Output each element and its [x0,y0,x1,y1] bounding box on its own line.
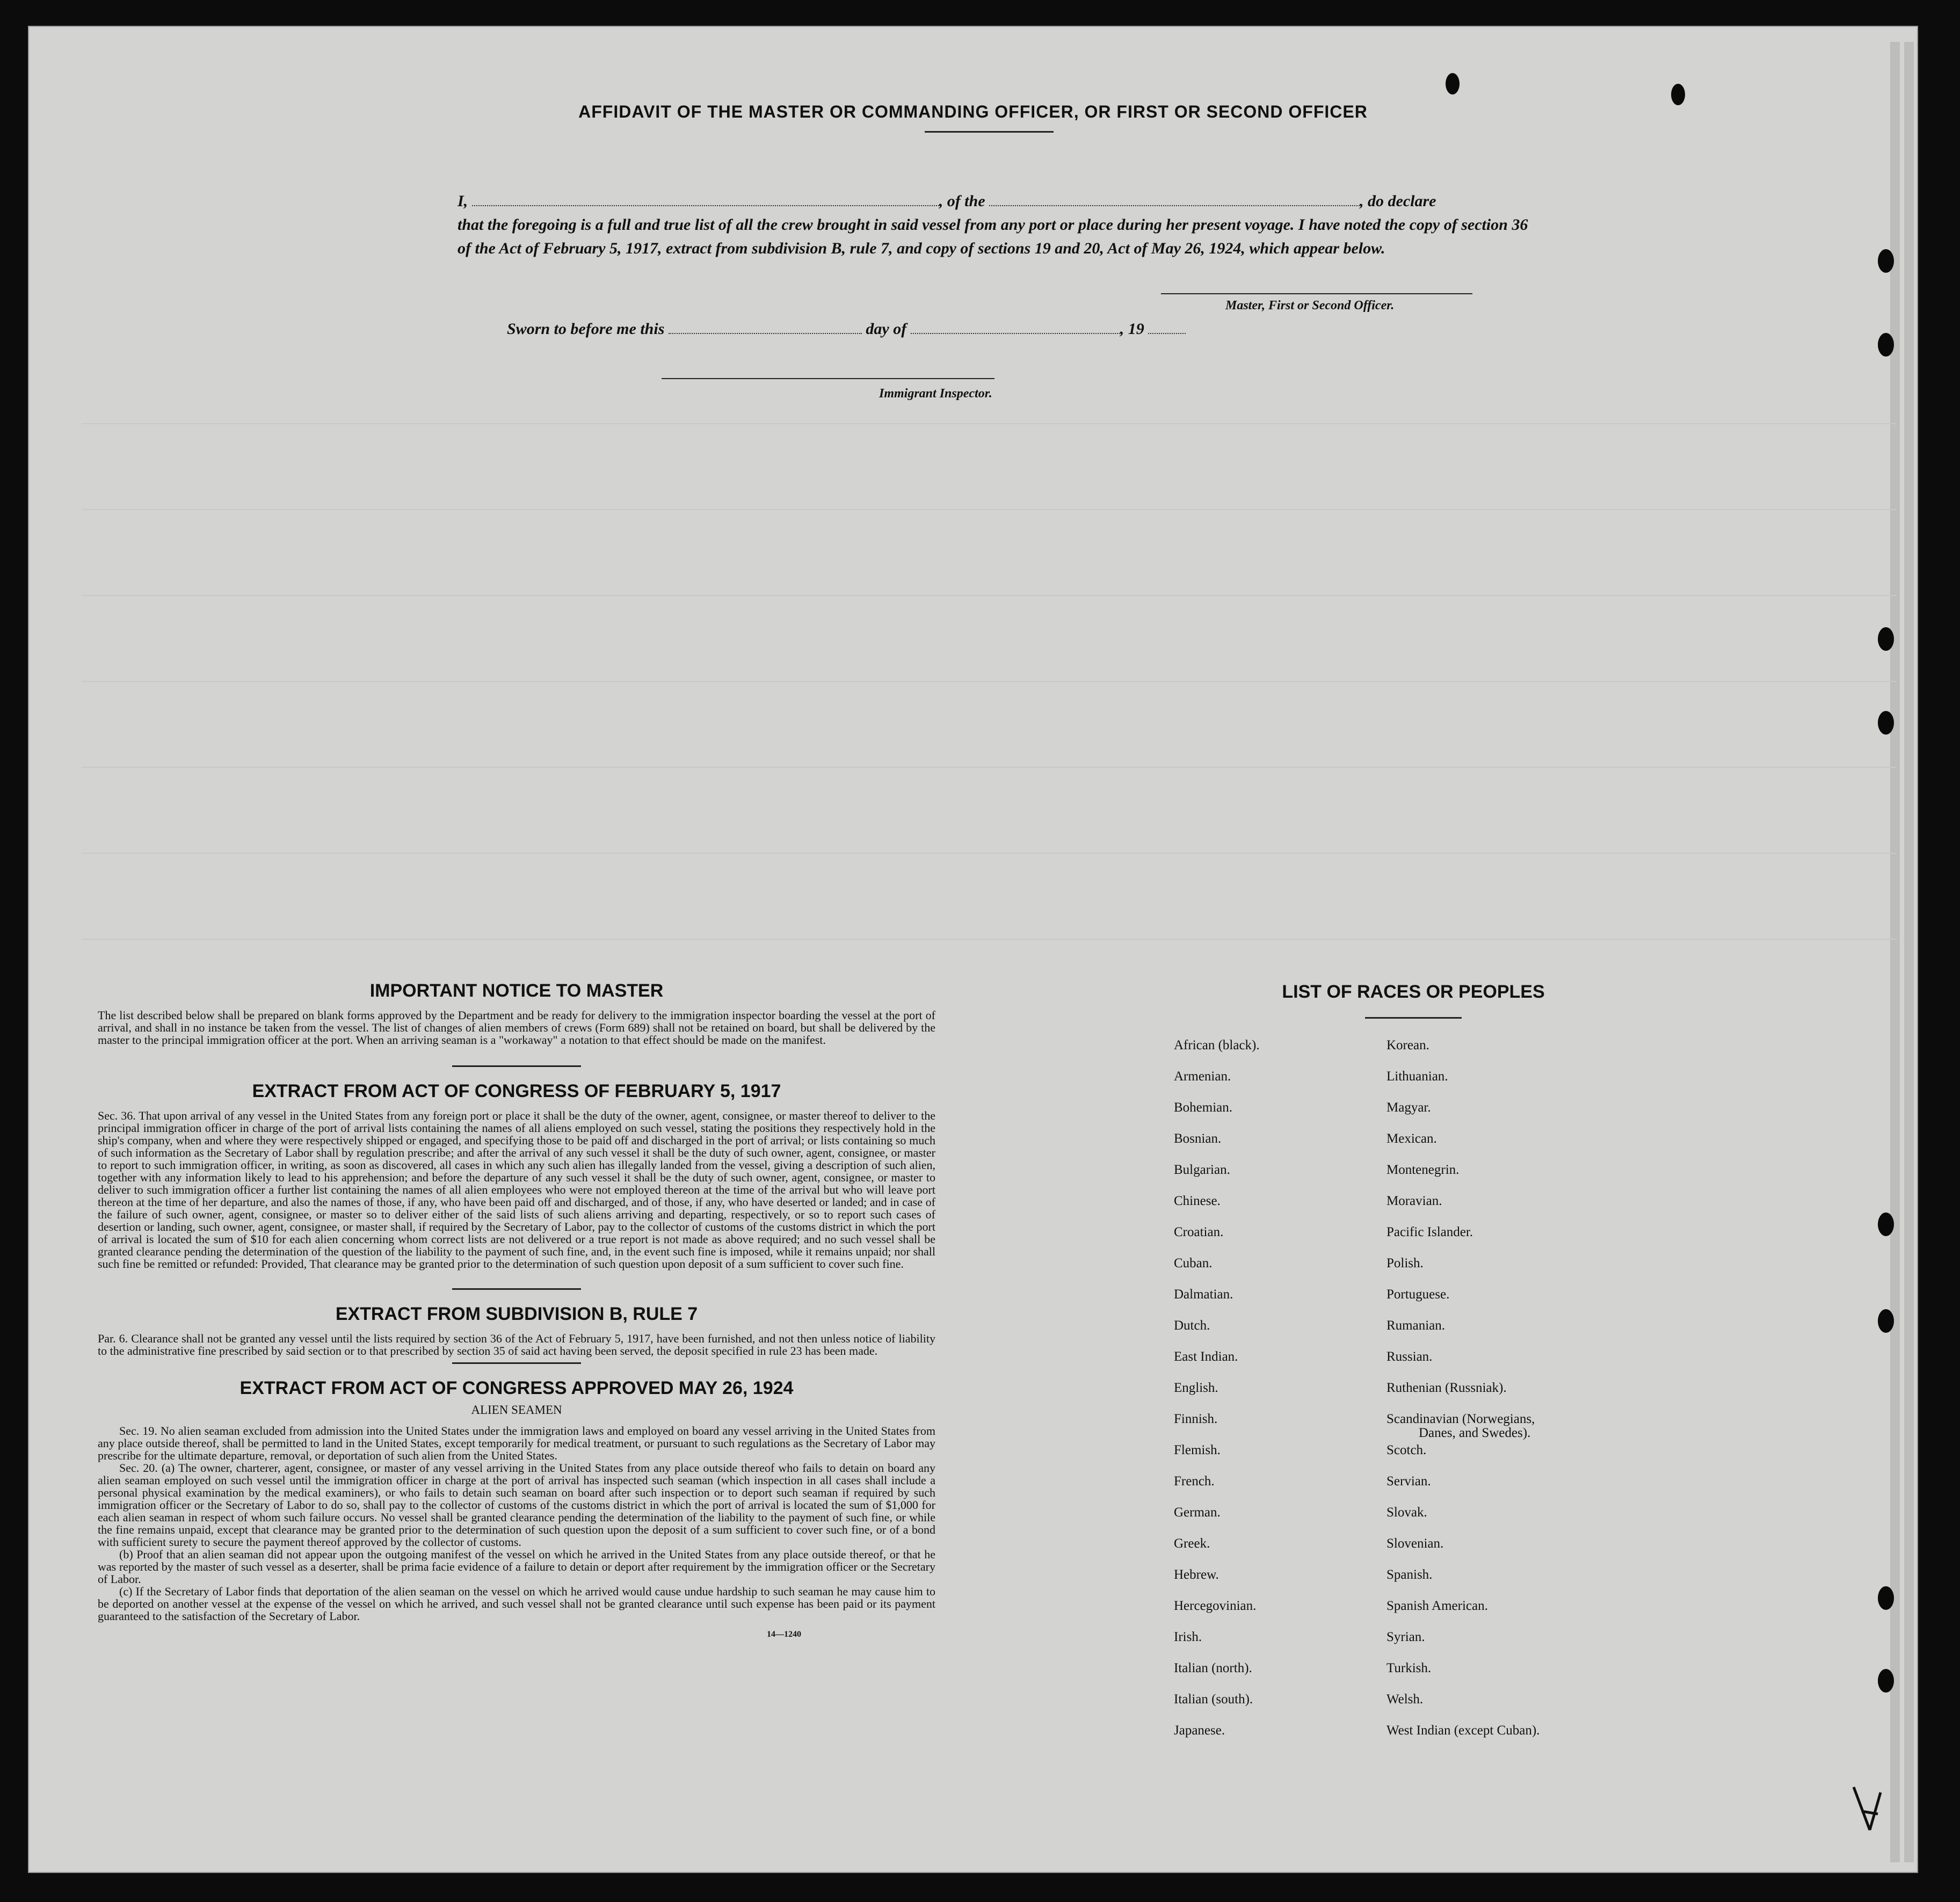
race-item: Ruthenian (Russniak). [1386,1381,1507,1395]
notice-body: The list described below shall be prepared on blank forms approved by the Department and be ready for delivery to the immigration inspector boarding the vessel at the port of arrival, and shall in no instance be taken from the vessel. The list of changes of alien members of crews (Form 689) shall not be retained on board, but shall be delivered by the master to the principal immigration officer at the port. When an arriving seaman is a "workaway" a notation to that effect should be made on the manifest. [98,1008,935,1047]
race-item: Japanese. [1174,1723,1225,1738]
race-item: Hercegovinian. [1174,1599,1257,1613]
inspector-label: Immigrant Inspector. [879,387,992,401]
notices-column [98,981,935,1639]
master-signature-line[interactable] [1161,293,1472,294]
sec19-text: Sec. 19. No alien seaman excluded from admission into the United States under the immigration laws and employed on board any vessel arriving in the United States from any place outside thereof, shall be permitted to land in the United States, except temporarily for medical treatment, or pursuant to such regulations as the Secretary of Labor may prescribe for the ultimate departure, removal, or deportation of such alien from the United States. [98,1424,935,1462]
race-item-continuation: Danes, and Swedes). [1419,1426,1531,1440]
declaration-do-declare: , do declare [1360,192,1436,210]
race-item: French. [1174,1474,1215,1489]
page-edge [1890,42,1900,1862]
form-page [28,26,1918,1873]
race-item: Bulgarian. [1174,1163,1230,1177]
race-item: Mexican. [1386,1131,1437,1146]
binder-hole [1878,1669,1894,1693]
race-item: Rumanian. [1386,1318,1446,1333]
race-item: Scotch. [1386,1443,1427,1457]
race-item: Bosnian. [1174,1131,1222,1146]
divider [452,1065,581,1067]
race-item: Montenegrin. [1386,1163,1460,1177]
vessel-blank[interactable] [989,203,1360,206]
race-item: Turkish. [1386,1661,1432,1675]
race-item: Finnish. [1174,1412,1218,1426]
race-item: English. [1174,1381,1218,1395]
race-item: Moravian. [1386,1194,1442,1208]
race-item: Spanish American. [1386,1599,1488,1613]
title-underline [925,131,1054,133]
race-item: West Indian (except Cuban). [1386,1723,1540,1738]
inspector-signature-line[interactable] [662,378,994,379]
binder-hole [1878,249,1894,273]
sworn-prefix: Sworn to before me this [507,320,665,338]
declaration-of-the: , of the [939,192,985,210]
extract-1924-title: EXTRACT FROM ACT OF CONGRESS APPROVED MAY 26, 1924 [239,1378,794,1398]
races-title-underline [1365,1017,1462,1019]
binder-hole [1878,1309,1894,1333]
race-item: Syrian. [1386,1630,1425,1644]
races-title: LIST OF RACES OR PEOPLES [1282,982,1545,1002]
race-item: Spanish. [1386,1567,1433,1582]
race-item: Bohemian. [1174,1100,1233,1115]
race-item: Dalmatian. [1174,1287,1233,1302]
sworn-day-label: day of [866,320,907,338]
race-item: Polish. [1386,1256,1424,1271]
extract-rule7-title: EXTRACT FROM SUBDIVISION B, RULE 7 [335,1304,698,1324]
master-label: Master, First or Second Officer. [1225,299,1395,313]
race-item: African (black). [1174,1038,1260,1052]
race-item: Portuguese. [1386,1287,1450,1302]
race-item: Armenian. [1174,1069,1231,1084]
race-item: German. [1174,1505,1221,1520]
binder-hole [1878,333,1894,357]
form-number: 14—1240 [767,1630,801,1639]
race-item: Chinese. [1174,1194,1221,1208]
race-item: Greek. [1174,1536,1210,1551]
sec20b-text: (b) Proof that an alien seaman did not appear upon the outgoing manifest of the vessel on which he arrived in the United States from any place outside thereof, or that he was reported by the master of such vessel as a deserter, shall be prima facie evidence of a failure to detain or deport after requirement by the immigration officer or the Secretary of Labor. [98,1548,935,1586]
notice-title: IMPORTANT NOTICE TO MASTER [369,981,664,1001]
binder-hole [1671,84,1685,105]
declaration [458,190,1542,260]
race-item: Flemish. [1174,1443,1221,1457]
binder-hole [1878,1586,1894,1610]
race-item: East Indian. [1174,1349,1238,1364]
binder-hole [1446,73,1460,95]
check-mark-icon [1848,1782,1886,1841]
race-item: Italian (north). [1174,1661,1252,1675]
race-item: Pacific Islander. [1386,1225,1473,1239]
sworn-year-label: , 19 [1120,320,1144,338]
race-item: Hebrew. [1174,1567,1219,1582]
race-item: Slovak. [1386,1505,1427,1520]
declaration-i: I, [458,192,468,210]
race-item: Slovenian. [1386,1536,1444,1551]
divider [452,1288,581,1290]
binder-hole [1878,627,1894,651]
binder-hole [1878,1213,1894,1236]
divider [452,1362,581,1364]
binder-hole [1878,711,1894,735]
sec20c-text: (c) If the Secretary of Labor finds that deportation of the alien seaman on the vessel on which he arrived would cause undue hardship to such seaman he may cause him to be deported on another vessel at the expense of the vessel on which he arrived, and such vessel shall not be granted clearance until such expense has been paid or its payment guaranteed to the satisfaction of the Secretary of Labor. [98,1585,935,1623]
sworn-day-blank[interactable] [669,331,862,334]
race-item: Lithuanian. [1386,1069,1448,1084]
race-item: Magyar. [1386,1100,1431,1115]
race-item: Cuban. [1174,1256,1213,1271]
race-item: Italian (south). [1174,1692,1253,1707]
extract-rule7-body: Par. 6. Clearance shall not be granted any vessel until the lists required by section 36 of the Act of February 5, 1917, have been furnished, and not then unless notice of liability to the administrative fine prescribed by said section or to that prescribed by section 35 of said act having been served, the deposit specified in rule 23 has been made. [98,1332,935,1357]
affidavit-title: AFFIDAVIT OF THE MASTER OR COMMANDING OFFICER, OR FIRST OR SECOND OFFICER [578,102,1368,121]
race-item: Dutch. [1174,1318,1210,1333]
declaration-body: that the foregoing is a full and true list of all the crew brought in said vessel from any port or place during her present voyage. I have noted the copy of section 36 of the Act of February 5, 1917, extract from subdivision B, rule 7, and copy of sections 19 and 20, Act of May 26, 1924, which appear below. [458,216,1528,257]
race-item: Russian. [1386,1349,1433,1364]
extract-1917-body: Sec. 36. That upon arrival of any vessel in the United States from any foreign port or place it shall be the duty of the owner, agent, consignee, or master thereof to deliver to the principal immigration officer in charge of the port of arrival lists containing the names of all aliens employed on such vessel, stating the positions they respectively hold in the ship's company, when and where they were respectively shipped or engaged, and specifying those to be paid off and discharged in the port of arrival; or lists containing so much of such information as the Secretary of Labor shall by regulation prescribe; and after the arrival of any such vessel it shall be the duty of such owner, agent, consignee, or master to report to such immigration officer, in writing, as soon as discovered, all cases in which any such alien has illegally landed from the vessel, giving a description of such alien, together with any information likely to lead to his apprehension; and before the departure of any such vessel it shall be the duty of such owner, agent, consignee, or master to deliver to such immigration officer a further list containing the names of all alien employees who were not employed thereon at the time of the arrival but who will leave port thereon at the time of her departure, and also the names of those, if any, who have been paid off and discharged, and of those, if any, who have deserted or landed; and in case of the failure of such owner, agent, consignee, or master so to deliver either of the said lists of such aliens arriving and departing, respectively, or so to report such cases of desertion or landing, such owner, agent, consignee, or master shall, if required by the Secretary of Labor, pay to the collector of customs of the customs district in which the port of arrival is located the sum of $10 for each alien concerning whom correct lists are not delivered or a true report is not made as above required; and no such vessel shall be granted clearance pending the determination of the question of the liability to the payment of such fine, and, in the event such fine is imposed, while it remains unpaid; nor shall such fine be remitted or refunded: Provided, That clearance may be granted prior to the determination of such question upon deposit of a sum sufficient to cover such fine. [98,1109,935,1271]
races-left-column [1174,1030,1260,1746]
sworn-month-blank[interactable] [911,331,1120,334]
race-item: Servian. [1386,1474,1431,1489]
sec20a-text: Sec. 20. (a) The owner, charterer, agent, consignee, or master of any vessel arriving in the United States from any place outside thereof who fails to detain on board any alien seaman employed on such vessel until the immigration officer in charge at the port of arrival has inspected such seaman (which inspection in all cases shall include a personal physical examination by the medical examiners), or who fails to detain such seaman on board after such inspection or to deport such seaman if required by such immigration officer or the Secretary of Labor to do so, shall pay to the collector of customs of the customs district in which the port of arrival is located the sum of $1,000 for each alien seaman in respect of whom such failure occurs. No vessel shall be granted clearance pending the determination of the liability to the payment of such fine, or while the fine remains unpaid, except that clearance may be granted prior to the determination of such question upon the deposit of a sum sufficient to cover such fine, or of a bond with sufficient surety to secure the payment thereof approved by the collector of customs. [98,1461,935,1549]
extract-1924-subtitle: ALIEN SEAMEN [471,1403,562,1417]
name-blank[interactable] [472,203,939,206]
race-item: Croatian. [1174,1225,1224,1239]
extract-1917-title: EXTRACT FROM ACT OF CONGRESS OF FEBRUARY 5, 1917 [252,1081,781,1101]
page-edge [1904,42,1914,1862]
sworn-year-blank[interactable] [1148,331,1186,334]
race-item: Welsh. [1386,1692,1424,1707]
races-right-column [1386,1030,1540,1746]
race-item: Korean. [1386,1038,1429,1052]
race-item: Irish. [1174,1630,1202,1644]
sworn-line [507,320,1186,338]
race-item: Scandinavian (Norwegians, Danes, and Swedes). [1386,1404,1540,1435]
